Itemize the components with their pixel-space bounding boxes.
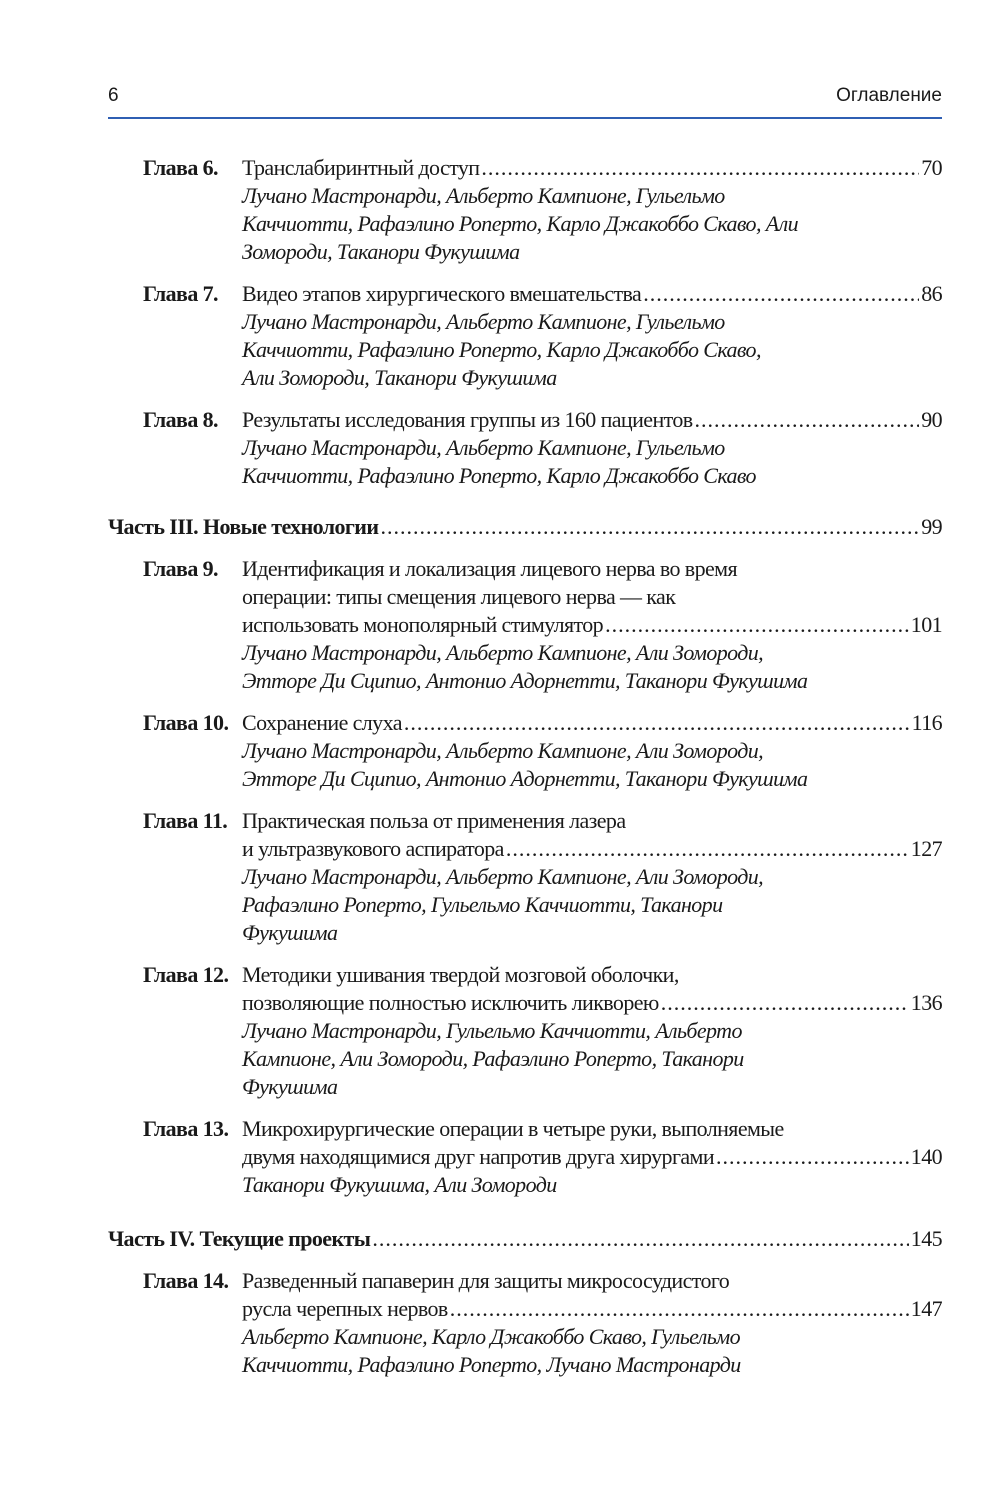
leader-dots <box>450 1295 909 1323</box>
entry-page-number: 127 <box>910 836 942 861</box>
leader-dots <box>404 709 910 737</box>
entry-label: Глава 14. <box>143 1268 229 1293</box>
entry-label: Глава 11. <box>143 808 228 833</box>
entry-label: Глава 6. <box>143 155 218 180</box>
entry-page-number: 136 <box>910 990 942 1015</box>
toc-chapter-entry[interactable] <box>108 1267 942 1379</box>
entry-title: Видео этапов хирургического вмешательства <box>242 281 642 306</box>
entry-authors: Лучано Мастронарди, Альберто Кампионе, Али Зомороди, <box>242 864 764 889</box>
entry-page-number: 145 <box>910 1226 942 1251</box>
entry-label: Глава 10. <box>143 710 229 735</box>
entry-label: Глава 8. <box>143 407 218 432</box>
leader-dots <box>506 835 909 863</box>
entry-title-line <box>242 835 942 863</box>
entry-label: Глава 12. <box>143 962 229 987</box>
entry-page-number: 70 <box>921 155 942 180</box>
entry-authors: Фукушима <box>242 920 338 945</box>
entry-title: использовать монополярный стимулятор <box>242 612 604 637</box>
entry-authors: Фукушима <box>242 1074 338 1099</box>
entry-page-number: 140 <box>910 1144 942 1169</box>
entry-title: Транслабиринтный доступ <box>242 155 480 180</box>
entry-label: Глава 9. <box>143 556 218 581</box>
entry-authors: Лучано Мастронарди, Альберто Кампионе, Гульельмо <box>242 309 725 334</box>
entry-authors: Лучано Мастронарди, Гульельмо Каччиотти, Альберто <box>242 1018 742 1043</box>
entry-title-line <box>242 406 942 434</box>
leader-dots <box>695 406 920 434</box>
entry-title-line <box>242 154 942 182</box>
entry-title: Практическая польза от применения лазера <box>242 808 626 833</box>
running-title: Оглавление <box>836 85 942 106</box>
entry-authors: Рафаэлино Роперто, Гульельмо Каччиотти, Таканори <box>242 892 723 917</box>
entry-title: русла черепных нервов <box>242 1296 448 1321</box>
entry-title: и ультразвукового аспиратора <box>242 836 504 861</box>
entry-page-number: 101 <box>910 612 942 637</box>
entry-title-line <box>242 583 942 611</box>
entry-label: Глава 7. <box>143 281 218 306</box>
leader-dots <box>716 1143 909 1171</box>
entry-title-line <box>242 989 942 1017</box>
entry-label: Часть III. <box>108 514 199 539</box>
entry-title: Разведенный папаверин для защиты микрососудистого <box>242 1268 730 1293</box>
entry-authors: Кампионе, Али Зомороди, Рафаэлино Роперто, Таканори <box>242 1046 744 1071</box>
leader-dots <box>661 989 909 1017</box>
entry-title: Результаты исследования группы из 160 пациентов <box>242 407 693 432</box>
toc-chapter-entry[interactable] <box>108 1115 942 1199</box>
leader-dots <box>605 611 909 639</box>
entry-authors: Каччиотти, Рафаэлино Роперто, Карло Джакоббо Скаво, Али <box>242 211 798 236</box>
toc-chapter-entry[interactable] <box>108 154 942 266</box>
leader-dots <box>481 154 919 182</box>
entry-authors: Этторе Ди Сципио, Антонио Адорнетти, Таканори Фукушима <box>242 668 808 693</box>
entry-authors: Лучано Мастронарди, Альберто Кампионе, Гульельмо <box>242 435 725 460</box>
entry-page-number: 147 <box>910 1296 942 1321</box>
entry-title: двумя находящимися друг напротив друга хирургами <box>242 1144 715 1169</box>
entry-page-number: 90 <box>921 407 942 432</box>
entry-title: Методики ушивания твердой мозговой оболочки, <box>242 962 679 987</box>
toc-part-entry[interactable] <box>108 1225 942 1253</box>
toc-chapter-entry[interactable] <box>108 406 942 490</box>
leader-dots <box>372 1225 908 1253</box>
entry-title: Сохранение слуха <box>242 710 402 735</box>
entry-title-line <box>108 513 942 541</box>
entry-page-number: 116 <box>911 710 942 735</box>
entry-title: Новые технологии <box>202 514 379 539</box>
entry-title-line <box>108 1225 942 1253</box>
entry-title-line <box>242 1267 942 1295</box>
entry-title-line <box>242 807 942 835</box>
entry-authors: Каччиотти, Рафаэлино Роперто, Карло Джакоббо Скаво, <box>242 337 761 362</box>
entry-title-line <box>242 961 942 989</box>
entry-title-line <box>242 280 942 308</box>
entry-authors: Этторе Ди Сципио, Антонио Адорнетти, Таканори Фукушима <box>242 766 808 791</box>
entry-authors: Лучано Мастронарди, Альберто Кампионе, Али Зомороди, <box>242 640 764 665</box>
entry-authors: Лучано Мастронарди, Альберто Кампионе, Гульельмо <box>242 183 725 208</box>
entry-title-line <box>242 1295 942 1323</box>
entry-authors: Каччиотти, Рафаэлино Роперто, Лучано Мастронарди <box>242 1352 741 1377</box>
leader-dots <box>380 513 919 541</box>
page-number: 6 <box>108 85 119 106</box>
entry-title: Микрохирургические операции в четыре руки, выполняемые <box>242 1116 784 1141</box>
toc-chapter-entry[interactable] <box>108 555 942 695</box>
entry-authors: Зомороди, Таканори Фукушима <box>242 239 520 264</box>
entry-page-number: 99 <box>921 514 942 539</box>
entry-label: Часть IV. <box>108 1226 195 1251</box>
entry-title: позволяющие полностью исключить ликворею <box>242 990 659 1015</box>
entry-authors: Таканори Фукушима, Али Зомороди <box>242 1172 557 1197</box>
toc-chapter-entry[interactable] <box>108 961 942 1101</box>
entry-title-line <box>242 555 942 583</box>
entry-page-number: 86 <box>921 281 942 306</box>
entry-title: операции: типы смещения лицевого нерва — как <box>242 584 676 609</box>
toc-part-entry[interactable] <box>108 513 942 541</box>
entry-authors: Али Зомороди, Таканори Фукушима <box>242 365 557 390</box>
entry-authors: Лучано Мастронарди, Альберто Кампионе, Али Зомороди, <box>242 738 764 763</box>
entry-title-line <box>242 1143 942 1171</box>
entry-title-line <box>242 611 942 639</box>
entry-title-line <box>242 1115 942 1143</box>
entry-authors: Альберто Кампионе, Карло Джакоббо Скаво, Гульельмо <box>242 1324 740 1349</box>
toc-chapter-entry[interactable] <box>108 280 942 392</box>
entry-title-line <box>242 709 942 737</box>
header-rule <box>108 117 942 119</box>
toc-chapter-entry[interactable] <box>108 709 942 793</box>
entry-title: Текущие проекты <box>199 1226 371 1251</box>
table-of-contents <box>108 154 942 1379</box>
entry-label: Глава 13. <box>143 1116 229 1141</box>
entry-title: Идентификация и локализация лицевого нерва во время <box>242 556 737 581</box>
toc-chapter-entry[interactable] <box>108 807 942 947</box>
entry-authors: Каччиотти, Рафаэлино Роперто, Карло Джакоббо Скаво <box>242 463 756 488</box>
leader-dots <box>643 280 919 308</box>
